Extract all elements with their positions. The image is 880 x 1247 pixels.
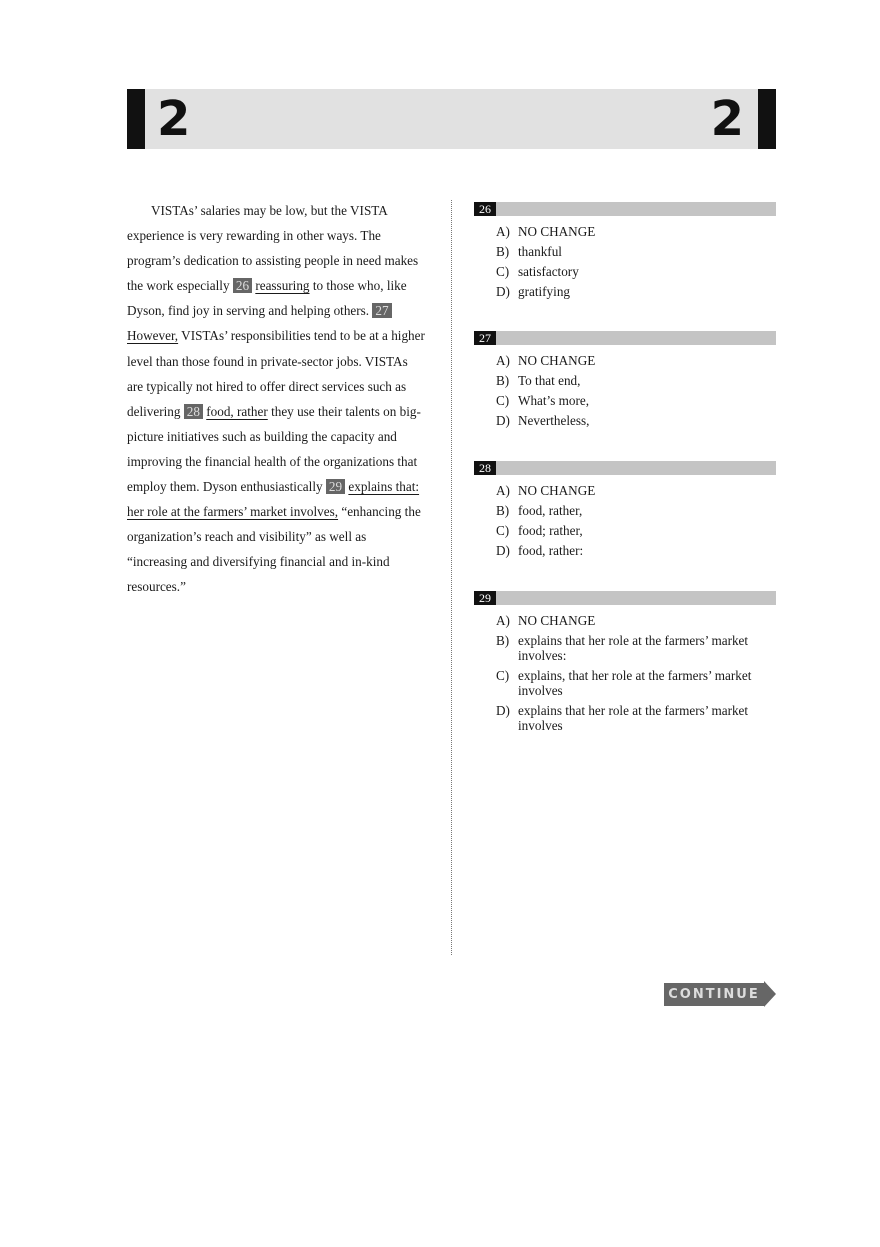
answer-option[interactable] (496, 633, 776, 663)
option-letter: B) (496, 633, 510, 648)
question-number: 29 (474, 591, 496, 605)
answer-options (496, 613, 776, 733)
option-letter: A) (496, 224, 510, 239)
answer-option[interactable] (496, 393, 776, 408)
underlined-29: explains that: her role at the farmers’ market involves, (127, 479, 420, 520)
option-letter: B) (496, 373, 510, 388)
answer-options (496, 483, 776, 558)
continue-button[interactable]: CONTINUE (664, 983, 764, 1006)
passage-text: VISTAs’ salaries may be low, but the VISTA experience is very rewarding in other ways. The program’s dedication to assisting people in need makes the work especially (127, 203, 419, 294)
option-text: explains, that her role at the farmers’ market involves (518, 668, 752, 698)
option-letter: D) (496, 703, 510, 718)
option-letter: A) (496, 483, 510, 498)
option-letter: C) (496, 393, 510, 408)
option-letter: D) (496, 543, 510, 558)
question-marker-27: 27 (372, 303, 391, 318)
section-header (127, 89, 776, 149)
question-28 (474, 461, 776, 563)
header-bar-right (758, 89, 776, 149)
option-text: NO CHANGE (518, 353, 596, 368)
option-text: thankful (518, 244, 562, 259)
answer-option[interactable] (496, 244, 776, 259)
underlined-27: However, (127, 328, 179, 344)
option-letter: B) (496, 503, 510, 518)
question-number: 26 (474, 202, 496, 216)
option-letter: B) (496, 244, 510, 259)
answer-options (496, 224, 776, 299)
option-text: To that end, (518, 373, 581, 388)
option-text: food; rather, (518, 523, 583, 538)
answer-option[interactable] (496, 483, 776, 498)
question-marker-26: 26 (233, 278, 252, 293)
option-letter: C) (496, 523, 510, 538)
passage-text: “enhancing the organization’s reach and visibility” as well as “increasing and diversifying financial and in-kind resources.” (127, 504, 421, 595)
question-29 (474, 591, 776, 738)
underlined-26: reassuring (255, 278, 310, 294)
answer-option[interactable] (496, 264, 776, 279)
answer-option[interactable] (496, 373, 776, 388)
question-marker-29: 29 (326, 479, 345, 494)
section-number-right: 2 (710, 91, 744, 147)
answer-option[interactable] (496, 503, 776, 518)
question-bar (474, 202, 776, 216)
passage (127, 198, 427, 600)
answer-option[interactable] (496, 613, 776, 628)
option-text: What’s more, (518, 393, 590, 408)
passage-paragraph (127, 198, 427, 600)
answer-options (496, 353, 776, 428)
section-number-left: 2 (157, 91, 191, 147)
passage-text: to those who, like Dyson, find joy in serving and helping others. (127, 278, 407, 319)
question-number: 27 (474, 331, 496, 345)
underlined-28: food, rather (206, 403, 268, 419)
option-text: Nevertheless, (518, 413, 590, 428)
answer-option[interactable] (496, 353, 776, 368)
option-text: NO CHANGE (518, 613, 596, 628)
answer-option[interactable] (496, 668, 776, 698)
answer-option[interactable] (496, 413, 776, 428)
option-letter: D) (496, 284, 510, 299)
column-divider (451, 200, 452, 955)
question-26 (474, 202, 776, 304)
question-27 (474, 331, 776, 433)
passage-text: they use their talents on big-picture initiatives such as building the capacity and improving the financial health of the organizations that employ them. Dyson enthusiastically (127, 403, 421, 495)
option-letter: C) (496, 668, 510, 683)
option-text: explains that her role at the farmers’ market involves: (518, 633, 749, 663)
option-text: NO CHANGE (518, 483, 596, 498)
question-bar (474, 591, 776, 605)
question-bar (474, 331, 776, 345)
option-text: gratifying (518, 284, 571, 299)
option-text: explains that her role at the farmers’ market involves (518, 703, 749, 733)
answer-option[interactable] (496, 224, 776, 239)
option-text: food, rather, (518, 503, 583, 518)
question-number: 28 (474, 461, 496, 475)
answer-option[interactable] (496, 523, 776, 538)
option-letter: C) (496, 264, 510, 279)
answer-option[interactable] (496, 703, 776, 733)
option-text: satisfactory (518, 264, 579, 279)
header-bar-left (127, 89, 145, 149)
option-letter: D) (496, 413, 510, 428)
passage-text: VISTAs’ responsibilities tend to be at a higher level than those found in private-sector jobs. VISTAs are typically not hired to offer direct services such as delivering (127, 328, 425, 419)
question-marker-28: 28 (184, 404, 203, 419)
option-letter: A) (496, 613, 510, 628)
answer-option[interactable] (496, 543, 776, 558)
answer-option[interactable] (496, 284, 776, 299)
option-letter: A) (496, 353, 510, 368)
question-bar (474, 461, 776, 475)
option-text: food, rather: (518, 543, 584, 558)
option-text: NO CHANGE (518, 224, 596, 239)
